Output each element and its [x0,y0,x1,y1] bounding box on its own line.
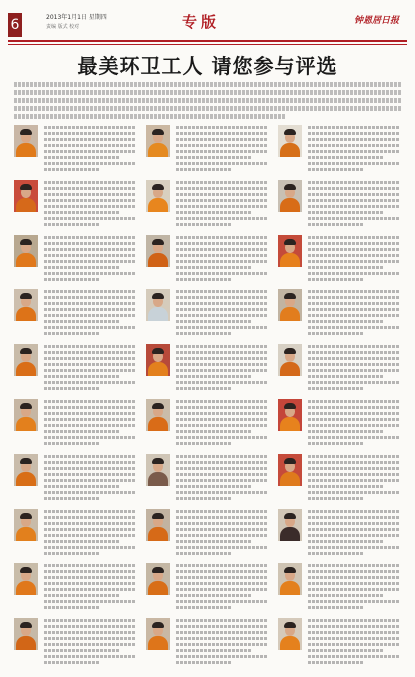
candidate-card [12,508,140,562]
candidate-bio [44,236,136,280]
candidate-photo [146,344,170,376]
candidate-photo [278,235,302,267]
page-header [8,10,407,42]
candidate-photo [14,399,38,431]
headline: 最美环卫工人 请您参与评选 [77,54,338,78]
newspaper-name: 钟恩居日报 [353,16,399,26]
candidate-bio [44,181,136,225]
candidate-card [12,288,140,342]
candidate-bio [44,290,136,334]
candidate-card [12,343,140,397]
candidate-bio [44,126,136,170]
candidate-bio [308,400,400,444]
candidate-bio [44,510,136,554]
candidate-photo [146,509,170,541]
candidate-card [276,508,404,562]
candidate-bio [176,619,268,663]
candidate-photo [278,289,302,321]
candidate-grid [12,124,404,672]
candidate-bio [44,400,136,444]
candidate-bio [176,236,268,280]
candidate-photo [278,399,302,431]
candidate-photo [14,563,38,595]
candidate-card [276,617,404,671]
candidate-card [144,508,272,562]
candidate-photo [278,180,302,212]
candidate-bio [308,564,400,608]
candidate-bio [308,181,400,225]
candidate-photo [14,289,38,321]
candidate-bio [176,455,268,499]
candidate-bio [308,126,400,170]
candidate-bio [176,510,268,554]
candidate-bio [176,400,268,444]
candidate-card [12,562,140,616]
candidate-photo [14,454,38,486]
candidate-bio [176,564,268,608]
candidate-bio [44,345,136,389]
candidate-card [144,453,272,507]
candidate-bio [44,564,136,608]
candidate-photo [146,289,170,321]
editor-credits: 责编 版式 校对 [46,24,80,30]
candidate-photo [146,399,170,431]
candidate-card [12,179,140,233]
candidate-photo [146,180,170,212]
candidate-card [12,617,140,671]
candidate-card [12,453,140,507]
candidate-card [276,453,404,507]
candidate-card [276,343,404,397]
candidate-card [144,124,272,178]
candidate-bio [176,290,268,334]
candidate-card [276,562,404,616]
candidate-photo [146,125,170,157]
candidate-card [12,124,140,178]
candidate-bio [308,510,400,554]
candidate-photo [146,454,170,486]
candidate-photo [14,344,38,376]
candidate-bio [176,345,268,389]
lead-paragraph [14,82,402,120]
candidate-card [276,124,404,178]
candidate-photo [278,509,302,541]
candidate-bio [308,290,400,334]
candidate-photo [146,235,170,267]
candidate-photo [14,125,38,157]
candidate-card [144,617,272,671]
candidate-bio [308,455,400,499]
candidate-photo [278,454,302,486]
candidate-bio [308,345,400,389]
candidate-bio [44,619,136,663]
page-number: 6 [8,13,22,37]
candidate-card [276,398,404,452]
candidate-card [144,562,272,616]
candidate-card [144,288,272,342]
candidate-bio [308,619,400,663]
candidate-card [144,343,272,397]
candidate-photo [278,618,302,650]
candidate-photo [278,563,302,595]
candidate-photo [278,344,302,376]
section-title: 专版 [182,13,221,31]
candidate-photo [14,618,38,650]
candidate-card [276,234,404,288]
candidate-card [144,234,272,288]
header-rule [8,40,407,42]
candidate-photo [14,235,38,267]
candidate-bio [44,455,136,499]
candidate-card [276,288,404,342]
candidate-photo [14,509,38,541]
candidate-photo [146,618,170,650]
candidate-photo [278,125,302,157]
candidate-card [12,234,140,288]
header-rule-thin [8,44,407,45]
candidate-card [276,179,404,233]
issue-date: 2013年1月1日 星期四 [46,14,107,21]
candidate-bio [308,236,400,280]
candidate-card [144,179,272,233]
candidate-bio [176,181,268,225]
candidate-photo [146,563,170,595]
candidate-bio [176,126,268,170]
candidate-card [144,398,272,452]
candidate-card [12,398,140,452]
candidate-photo [14,180,38,212]
